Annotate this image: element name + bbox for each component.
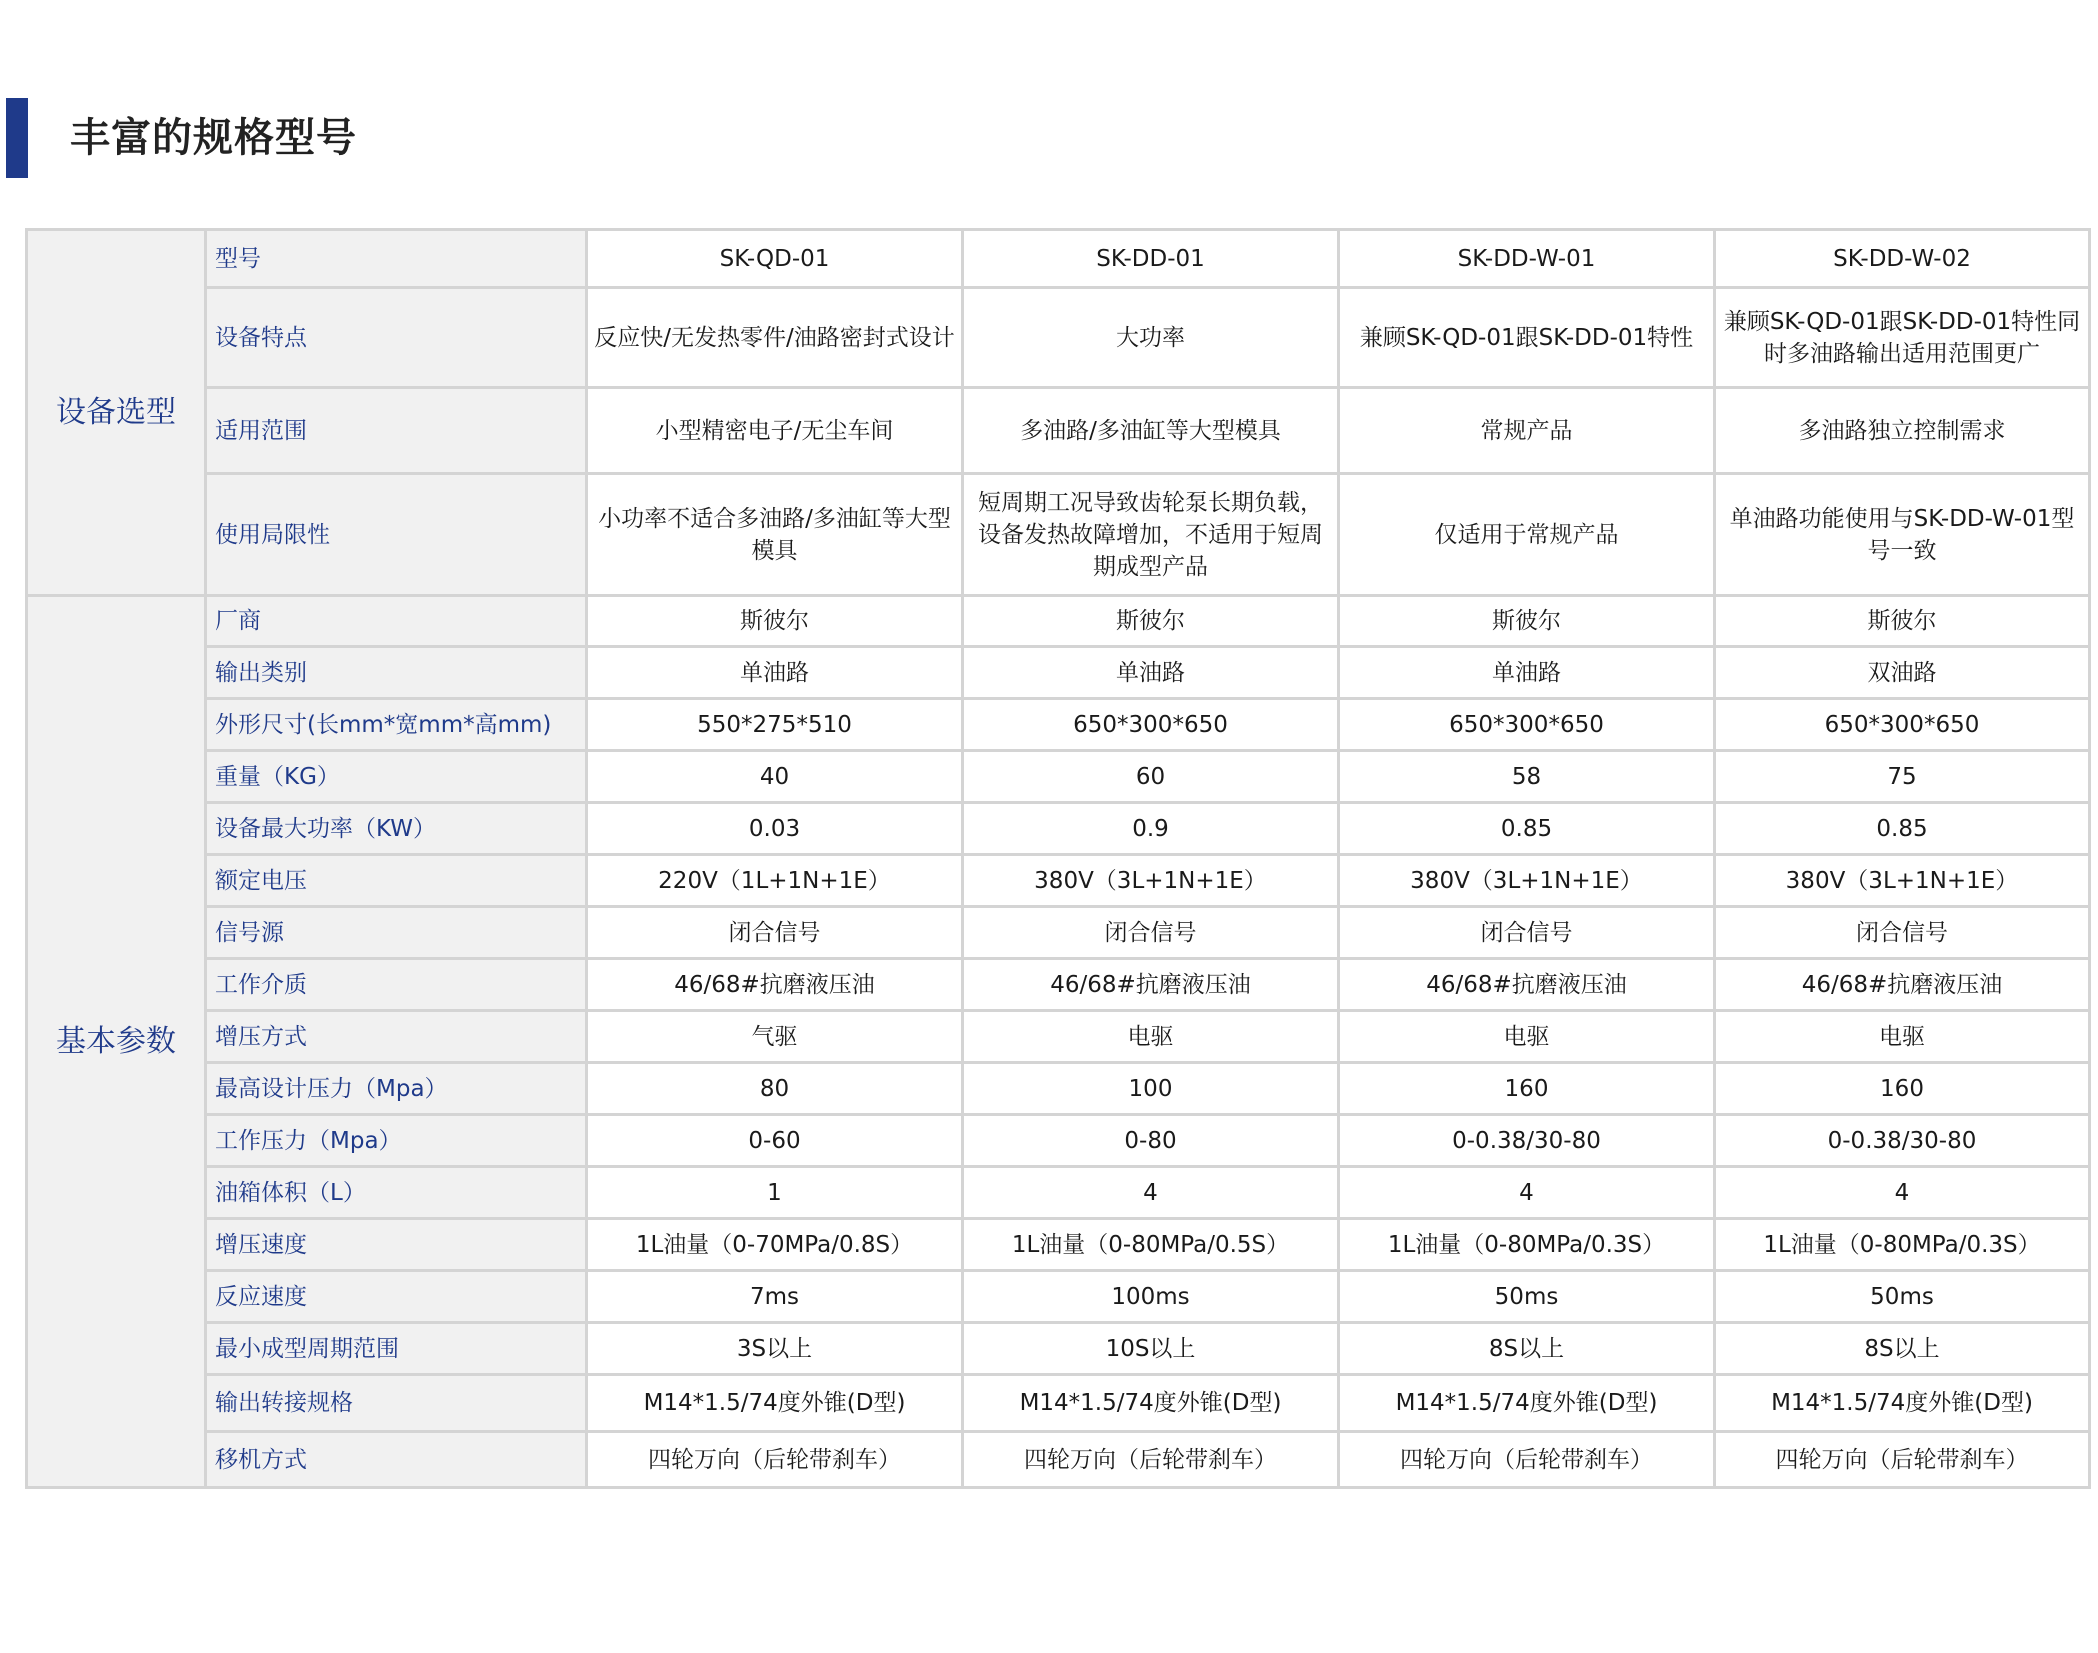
row-label: 增压方式 [206, 1011, 587, 1063]
cell-value: 单油路 [1339, 647, 1715, 699]
cell-value: 多油路独立控制需求 [1715, 388, 2090, 474]
cell-value: 650*300*650 [1715, 699, 2090, 751]
cell-value: SK-QD-01 [587, 230, 963, 288]
row-label: 信号源 [206, 907, 587, 959]
title-accent-bar [6, 98, 28, 178]
cell-value: 0.85 [1715, 803, 2090, 855]
row-label: 增压速度 [206, 1219, 587, 1271]
table-row [27, 596, 2090, 647]
cell-value: 4 [1715, 1167, 2090, 1219]
cell-value: 75 [1715, 751, 2090, 803]
cell-value: 1L油量（0-80MPa/0.5S） [963, 1219, 1339, 1271]
table-row [27, 647, 2090, 699]
cell-value: 3S以上 [587, 1323, 963, 1375]
table-row [27, 1432, 2090, 1488]
cell-value: 闭合信号 [587, 907, 963, 959]
cell-value: SK-DD-W-01 [1339, 230, 1715, 288]
cell-value: 50ms [1339, 1271, 1715, 1323]
table-row [27, 1167, 2090, 1219]
table-row [27, 230, 2090, 288]
cell-value: 10S以上 [963, 1323, 1339, 1375]
group-header: 设备选型 [27, 230, 206, 596]
cell-value: 100ms [963, 1271, 1339, 1323]
cell-value: 闭合信号 [963, 907, 1339, 959]
cell-value: 4 [1339, 1167, 1715, 1219]
cell-value: 650*300*650 [963, 699, 1339, 751]
cell-value: 8S以上 [1715, 1323, 2090, 1375]
row-label: 外形尺寸(长mm*宽mm*高mm) [206, 699, 587, 751]
row-label: 最高设计压力（Mpa） [206, 1063, 587, 1115]
cell-value: 反应快/无发热零件/油路密封式设计 [587, 288, 963, 388]
table-row [27, 1271, 2090, 1323]
cell-value: 46/68#抗磨液压油 [1339, 959, 1715, 1011]
cell-value: M14*1.5/74度外锥(D型) [1715, 1375, 2090, 1432]
cell-value: 大功率 [963, 288, 1339, 388]
cell-value: 160 [1715, 1063, 2090, 1115]
cell-value: 闭合信号 [1715, 907, 2090, 959]
cell-value: 0.03 [587, 803, 963, 855]
cell-value: 双油路 [1715, 647, 2090, 699]
cell-value: M14*1.5/74度外锥(D型) [1339, 1375, 1715, 1432]
cell-value: 60 [963, 751, 1339, 803]
cell-value: 46/68#抗磨液压油 [1715, 959, 2090, 1011]
table-row [27, 907, 2090, 959]
cell-value: 58 [1339, 751, 1715, 803]
row-label: 厂商 [206, 596, 587, 647]
cell-value: 斯彼尔 [963, 596, 1339, 647]
cell-value: 闭合信号 [1339, 907, 1715, 959]
cell-value: 四轮万向（后轮带刹车） [1715, 1432, 2090, 1488]
cell-value: 380V（3L+1N+1E） [1339, 855, 1715, 907]
row-label: 油箱体积（L） [206, 1167, 587, 1219]
row-label: 移机方式 [206, 1432, 587, 1488]
cell-value: 小功率不适合多油路/多油缸等大型模具 [587, 474, 963, 596]
cell-value: 电驱 [963, 1011, 1339, 1063]
row-label: 设备最大功率（KW） [206, 803, 587, 855]
table-row [27, 751, 2090, 803]
table-row [27, 1115, 2090, 1167]
row-label: 输出转接规格 [206, 1375, 587, 1432]
table-row [27, 959, 2090, 1011]
cell-value: 短周期工况导致齿轮泵长期负载，设备发热故障增加，不适用于短周期成型产品 [963, 474, 1339, 596]
cell-value: 650*300*650 [1339, 699, 1715, 751]
table-row [27, 803, 2090, 855]
row-label: 设备特点 [206, 288, 587, 388]
cell-value: 小型精密电子/无尘车间 [587, 388, 963, 474]
table-row [27, 699, 2090, 751]
cell-value: 380V（3L+1N+1E） [963, 855, 1339, 907]
cell-value: 斯彼尔 [1715, 596, 2090, 647]
row-label: 最小成型周期范围 [206, 1323, 587, 1375]
cell-value: 100 [963, 1063, 1339, 1115]
cell-value: SK-DD-W-02 [1715, 230, 2090, 288]
cell-value: 常规产品 [1339, 388, 1715, 474]
cell-value: 380V（3L+1N+1E） [1715, 855, 2090, 907]
cell-value: 40 [587, 751, 963, 803]
table-row [27, 388, 2090, 474]
cell-value: 1L油量（0-70MPa/0.8S） [587, 1219, 963, 1271]
page-title: 丰富的规格型号 [70, 115, 357, 161]
cell-value: 7ms [587, 1271, 963, 1323]
cell-value: 160 [1339, 1063, 1715, 1115]
cell-value: 单油路 [587, 647, 963, 699]
cell-value: 斯彼尔 [1339, 596, 1715, 647]
cell-value: 电驱 [1339, 1011, 1715, 1063]
cell-value: 单油路 [963, 647, 1339, 699]
cell-value: 50ms [1715, 1271, 2090, 1323]
cell-value: M14*1.5/74度外锥(D型) [963, 1375, 1339, 1432]
cell-value: 46/68#抗磨液压油 [963, 959, 1339, 1011]
cell-value: 四轮万向（后轮带刹车） [963, 1432, 1339, 1488]
cell-value: 多油路/多油缸等大型模具 [963, 388, 1339, 474]
cell-value: 气驱 [587, 1011, 963, 1063]
cell-value: 4 [963, 1167, 1339, 1219]
cell-value: 80 [587, 1063, 963, 1115]
row-label: 使用局限性 [206, 474, 587, 596]
cell-value: 0-0.38/30-80 [1339, 1115, 1715, 1167]
row-label: 适用范围 [206, 388, 587, 474]
table-row [27, 288, 2090, 388]
cell-value: 1L油量（0-80MPa/0.3S） [1339, 1219, 1715, 1271]
cell-value: 单油路功能使用与SK-DD-W-01型号一致 [1715, 474, 2090, 596]
cell-value: 斯彼尔 [587, 596, 963, 647]
cell-value: 46/68#抗磨液压油 [587, 959, 963, 1011]
cell-value: 0-0.38/30-80 [1715, 1115, 2090, 1167]
group-header: 基本参数 [27, 596, 206, 1488]
cell-value: 电驱 [1715, 1011, 2090, 1063]
cell-value: SK-DD-01 [963, 230, 1339, 288]
cell-value: 8S以上 [1339, 1323, 1715, 1375]
table-row [27, 1063, 2090, 1115]
row-label: 输出类别 [206, 647, 587, 699]
cell-value: 兼顾SK-QD-01跟SK-DD-01特性 [1339, 288, 1715, 388]
spec-table [25, 228, 2091, 1489]
row-label: 额定电压 [206, 855, 587, 907]
table-row [27, 1011, 2090, 1063]
table-row [27, 855, 2090, 907]
cell-value: 0-60 [587, 1115, 963, 1167]
cell-value: 0.85 [1339, 803, 1715, 855]
table-row [27, 1323, 2090, 1375]
row-label: 型号 [206, 230, 587, 288]
row-label: 反应速度 [206, 1271, 587, 1323]
table-row [27, 474, 2090, 596]
cell-value: 0.9 [963, 803, 1339, 855]
cell-value: 四轮万向（后轮带刹车） [587, 1432, 963, 1488]
cell-value: 兼顾SK-QD-01跟SK-DD-01特性同时多油路输出适用范围更广 [1715, 288, 2090, 388]
row-label: 重量（KG） [206, 751, 587, 803]
cell-value: M14*1.5/74度外锥(D型) [587, 1375, 963, 1432]
cell-value: 0-80 [963, 1115, 1339, 1167]
cell-value: 仅适用于常规产品 [1339, 474, 1715, 596]
cell-value: 1 [587, 1167, 963, 1219]
table-row [27, 1375, 2090, 1432]
table-row [27, 1219, 2090, 1271]
cell-value: 1L油量（0-80MPa/0.3S） [1715, 1219, 2090, 1271]
row-label: 工作压力（Mpa） [206, 1115, 587, 1167]
cell-value: 四轮万向（后轮带刹车） [1339, 1432, 1715, 1488]
cell-value: 220V（1L+1N+1E） [587, 855, 963, 907]
row-label: 工作介质 [206, 959, 587, 1011]
cell-value: 550*275*510 [587, 699, 963, 751]
